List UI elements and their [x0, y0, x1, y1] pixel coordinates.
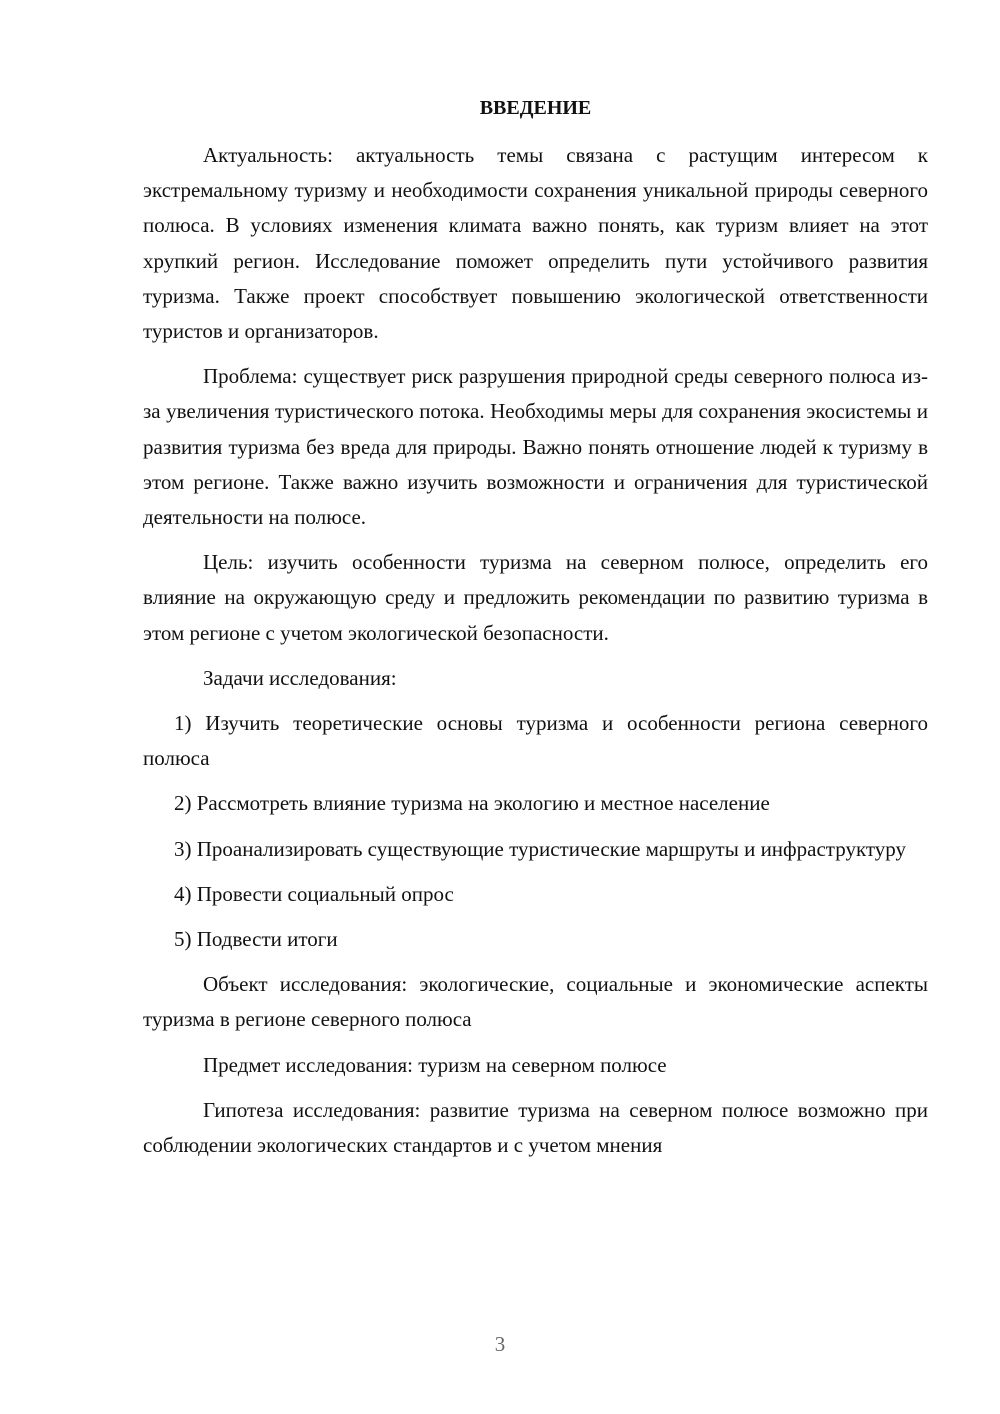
goal-paragraph: Цель: изучить особенности туризма на северном полюсе, определить его влияние на окружающую среду и предложить рекомендации по развитию туризма в этом регионе с учетом экологической безопасности.	[143, 550, 928, 645]
task-item: 3) Проанализировать существующие туристические маршруты и инфраструктуру	[174, 836, 906, 861]
object-paragraph: Объект исследования: экологические, социальные и экономические аспекты туризма в регионе северного полюса	[143, 972, 928, 1032]
section-title: ВВЕДЕНИЕ	[479, 97, 592, 119]
hypothesis-paragraph: Гипотеза исследования: развитие туризма на северном полюсе возможно при соблюдении экологических стандартов и с учетом мнения	[143, 1097, 928, 1158]
task-item: 4) Провести социальный опрос	[174, 881, 454, 906]
page-content	[143, 88, 928, 1173]
relevance-paragraph: Актуальность: актуальность темы связана с растущим интересом к экстремальному туризму и необходимости сохранения уникальной природы северного полюса. В условиях изменения климата важно понять, как туризм влияет на этот хрупкий регион. Исследование поможет определить пути устойчивого развития туризма. Также проект способствует повышению экологической ответственности туристов и организаторов.	[143, 143, 928, 344]
subject-paragraph: Предмет исследования: туризм на северном полюсе	[203, 1052, 667, 1077]
task-item: 5) Подвести итоги	[174, 927, 338, 952]
page-number: 3	[494, 1332, 506, 1356]
task-item: 1) Изучить теоретические основы туризма и особенности региона северного полюса	[143, 711, 928, 771]
problem-paragraph: Проблема: существует риск разрушения природной среды северного полюса из-за увеличения туристического потока. Необходимы меры для сохранения экосистемы и развития туризма без вреда для природы. Важно понять отношение людей к туризму в этом регионе. Также важно изучить возможности и ограничения для туристической деятельности на полюсе.	[143, 364, 928, 530]
task-item: 2) Рассмотреть влияние туризма на экологию и местное население	[174, 791, 770, 816]
tasks-heading: Задачи исследования:	[203, 665, 397, 690]
